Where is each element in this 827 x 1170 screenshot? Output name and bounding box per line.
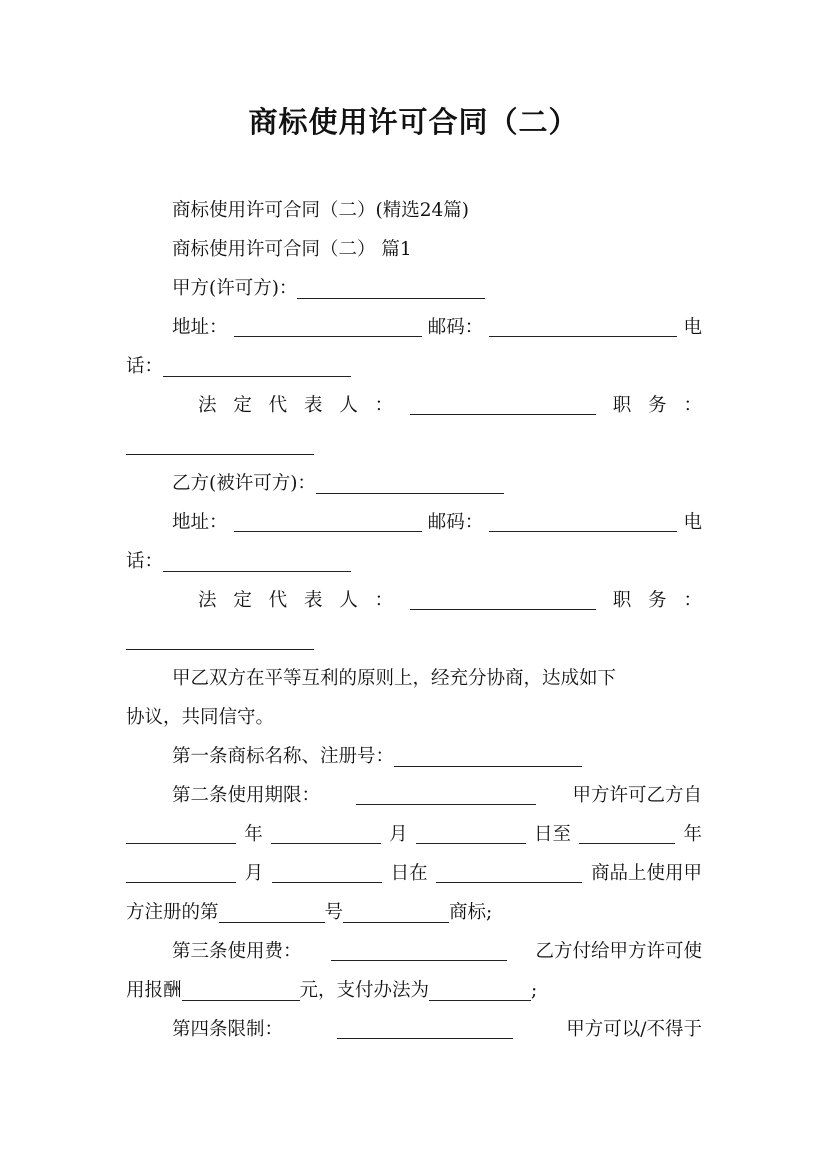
label: 地址：: [172, 512, 228, 533]
char: ：: [683, 590, 702, 611]
label: 第二条使用期限：: [172, 785, 321, 806]
payment-line: [126, 971, 702, 1010]
label: 月: [389, 824, 408, 845]
label: 方注册的第: [126, 902, 219, 923]
fill-blank[interactable]: [429, 978, 531, 1001]
label: 商标;: [449, 902, 493, 923]
fill-blank[interactable]: [416, 821, 526, 844]
label: 乙方(被许可方)：: [172, 473, 316, 494]
text: 商标使用许可合同（二） 篇1: [172, 239, 412, 260]
blank-line: [126, 425, 702, 464]
fill-blank[interactable]: [219, 900, 325, 923]
label: 月: [244, 863, 264, 884]
label: 日至: [534, 824, 572, 845]
char: 人: [339, 590, 358, 611]
char: ：: [683, 395, 702, 416]
label: 甲方可以/不得于: [566, 1019, 702, 1040]
char: ：: [374, 395, 394, 416]
text-line: [126, 191, 702, 230]
registration-line: [126, 893, 702, 932]
text-line: [126, 698, 702, 737]
address-line: [126, 503, 702, 542]
blank-line: [126, 620, 702, 659]
char: 代: [268, 395, 288, 416]
label: 电: [683, 512, 702, 533]
fill-blank[interactable]: [394, 744, 582, 767]
char: 人: [339, 395, 358, 416]
label: 邮码：: [427, 512, 484, 533]
text: 甲乙双方在平等互利的原则上，经充分协商，达成如下: [172, 668, 617, 689]
fill-blank[interactable]: [316, 471, 504, 494]
legal-rep-line: [126, 386, 702, 425]
label: 电: [683, 317, 702, 338]
char: 务: [648, 395, 667, 416]
label: 邮码：: [427, 317, 484, 338]
fill-blank[interactable]: [234, 314, 422, 337]
label: 话：: [126, 551, 164, 572]
address-line: [126, 308, 702, 347]
text-line: [126, 230, 702, 269]
article-1-line: [126, 737, 702, 776]
fill-blank[interactable]: [163, 354, 351, 377]
label: 年: [683, 824, 702, 845]
label: 商品上使用甲: [590, 863, 702, 884]
fill-blank[interactable]: [410, 587, 596, 610]
party-a-line: [126, 269, 702, 308]
char: 法: [198, 395, 217, 416]
label: 乙方付给甲方许可使: [535, 941, 702, 962]
label: 第一条商标名称、注册号：: [172, 746, 395, 767]
char: 职: [612, 590, 632, 611]
char: 职: [612, 395, 632, 416]
article-4-line: [126, 1010, 702, 1049]
party-b-line: [126, 464, 702, 503]
date-line: [126, 815, 702, 854]
phone-line: [126, 542, 702, 581]
fill-blank[interactable]: [182, 978, 300, 1001]
char: 定: [233, 395, 252, 416]
label: 甲方许可乙方自: [572, 785, 702, 806]
fill-blank[interactable]: [126, 432, 314, 455]
label: 甲方(许可方)：: [172, 278, 298, 299]
label: 第四条限制：: [172, 1019, 284, 1040]
fill-blank[interactable]: [489, 509, 677, 532]
fill-blank[interactable]: [410, 392, 596, 415]
text: 协议，共同信守。: [126, 707, 275, 728]
label: 话：: [126, 356, 164, 377]
legal-rep-line: [126, 581, 702, 620]
fill-blank[interactable]: [271, 821, 381, 844]
text-line: [126, 659, 702, 698]
fill-blank[interactable]: [297, 276, 485, 299]
char: ：: [374, 590, 394, 611]
label: 年: [244, 824, 263, 845]
fill-blank[interactable]: [436, 860, 582, 883]
char: 定: [233, 590, 252, 611]
fill-blank[interactable]: [163, 549, 351, 572]
fill-blank[interactable]: [337, 1016, 513, 1039]
label: 号: [324, 902, 344, 923]
label: 用报酬: [126, 980, 182, 1001]
label: 地址：: [172, 317, 228, 338]
document-title: 商标使用许可合同（二）: [248, 105, 579, 139]
fill-blank[interactable]: [331, 938, 507, 961]
fill-blank[interactable]: [272, 860, 382, 883]
fill-blank[interactable]: [126, 627, 314, 650]
fill-blank[interactable]: [126, 860, 236, 883]
char: 表: [303, 395, 323, 416]
text: 商标使用许可合同（二）(精选24篇): [172, 200, 469, 221]
fill-blank[interactable]: [356, 782, 536, 805]
fill-blank[interactable]: [126, 821, 236, 844]
fill-blank[interactable]: [489, 314, 677, 337]
phone-line: [126, 347, 702, 386]
label: 第三条使用费：: [172, 941, 302, 962]
fill-blank[interactable]: [579, 821, 675, 844]
char: 法: [198, 590, 217, 611]
char: 表: [303, 590, 323, 611]
label: 日在: [390, 863, 428, 884]
fill-blank[interactable]: [234, 509, 422, 532]
char: 务: [648, 590, 667, 611]
char: 代: [268, 590, 288, 611]
fill-blank[interactable]: [343, 900, 449, 923]
label: 元，支付办法为: [299, 980, 430, 1001]
date-line: [126, 854, 702, 893]
article-2-line: [126, 776, 702, 815]
label: ;: [531, 980, 538, 1001]
article-3-line: [126, 932, 702, 971]
